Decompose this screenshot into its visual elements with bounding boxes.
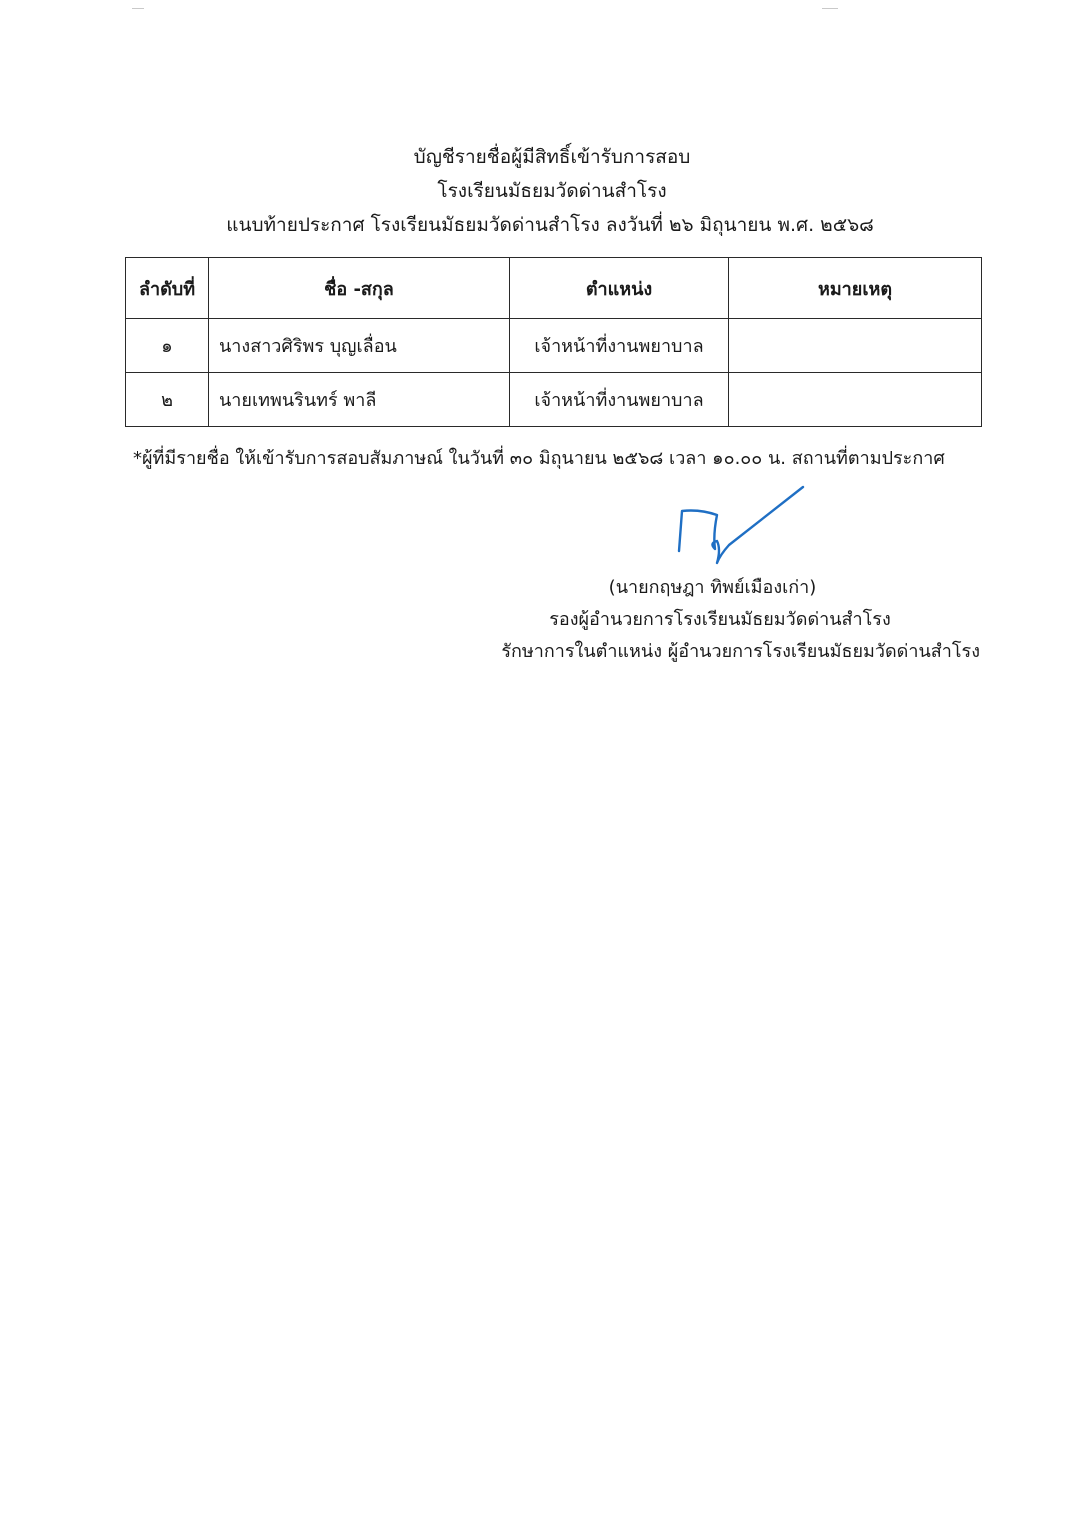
handwritten-signature (665, 483, 815, 583)
row-position: เจ้าหน้าที่งานพยาบาล (510, 373, 729, 427)
scan-artifact-right (822, 8, 838, 9)
table-row (126, 319, 982, 373)
row-name: นายเทพนรินทร์ พาลี (209, 373, 510, 427)
candidate-table (125, 257, 982, 427)
signer-title: รองผู้อำนวยการโรงเรียนมัธยมวัดด่านสำโรง (549, 609, 891, 630)
row-remark (729, 319, 982, 373)
signer-name: (นายกฤษฎา ทิพย์เมืองเก่า) (608, 577, 817, 598)
header-remark: หมายเหตุ (729, 258, 982, 319)
row-no: ๒ (126, 373, 209, 427)
signer-block (440, 572, 980, 672)
scan-artifact-left (132, 8, 144, 9)
heading-school: โรงเรียนมัธยมวัดด่านสำโรง (437, 180, 667, 202)
header-name: ชื่อ -สกุล (209, 258, 510, 319)
table-row (126, 373, 982, 427)
heading-title: บัญชีรายชื่อผู้มีสิทธิ์เข้ารับการสอบ (413, 146, 691, 168)
row-position: เจ้าหน้าที่งานพยาบาล (510, 319, 729, 373)
header-no: ลำดับที่ (126, 258, 209, 319)
header-position: ตำแหน่ง (510, 258, 729, 319)
interview-note: *ผู้ที่มีรายชื่อ ให้เข้ารับการสอบสัมภาษณ์ ในวันที่ ๓๐ มิถุนายน ๒๕๖๘ เวลา ๑๐.๐๐ น. สถานที่ตามประกาศ (133, 448, 945, 469)
row-remark (729, 373, 982, 427)
row-name: นางสาวศิริพร บุญเลื่อน (209, 319, 510, 373)
document-heading (0, 140, 1080, 250)
table-header-row (126, 258, 982, 319)
heading-reference: แนบท้ายประกาศ โรงเรียนมัธยมวัดด่านสำโรง ลงวันที่ ๒๖ มิถุนายน พ.ศ. ๒๕๖๘ (226, 214, 874, 236)
signer-acting-title: รักษาการในตำแหน่ง ผู้อำนวยการโรงเรียนมัธยมวัดด่านสำโรง (501, 641, 980, 662)
row-no: ๑ (126, 319, 209, 373)
